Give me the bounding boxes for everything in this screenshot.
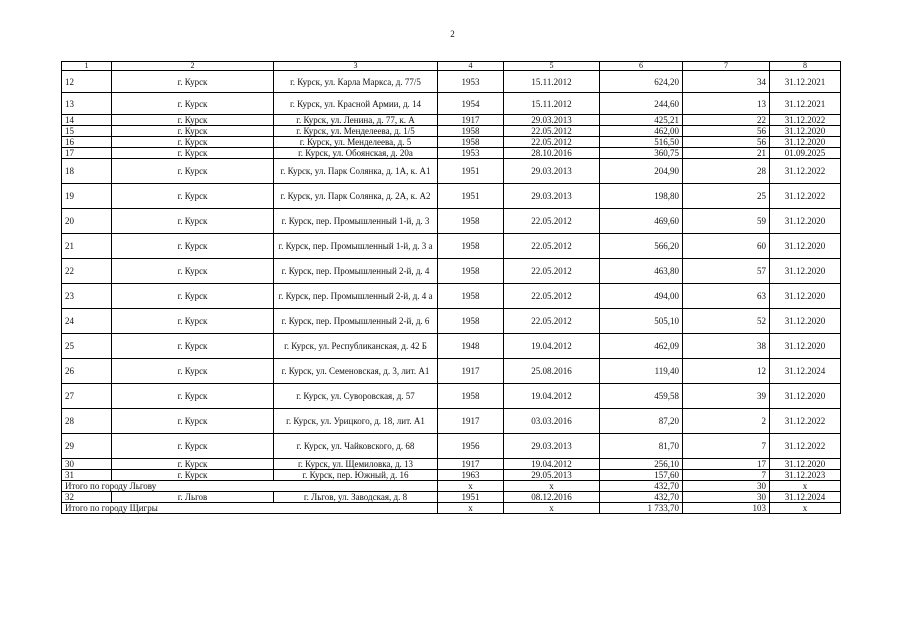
table-row [62,93,841,115]
year-cell: х [438,481,504,492]
table-row [62,209,841,234]
deadline-cell: 31.12.2022 [770,159,841,184]
date-cell: 19.04.2012 [504,384,600,409]
area-cell: 516,50 [600,137,683,148]
row-number: 22 [62,259,112,284]
address-cell: г. Курск, пер. Промышленный 2-й, д. 6 [274,309,438,334]
table-row [62,384,841,409]
address-cell: г. Курск, пер. Южный, д. 16 [274,470,438,481]
deadline-cell: 31.12.2020 [770,309,841,334]
deadline-cell: 01.09.2025 [770,148,841,159]
area-cell: 566,20 [600,234,683,259]
deadline-cell: 31.12.2020 [770,209,841,234]
city-cell: г. Курск [112,93,274,115]
count-cell: 25 [683,184,770,209]
count-cell: 56 [683,126,770,137]
year-cell: 1956 [438,434,504,459]
total-row [62,503,841,514]
row-number: 26 [62,359,112,384]
count-cell: 22 [683,115,770,126]
date-cell: х [504,481,600,492]
city-cell: г. Курск [112,309,274,334]
year-cell: 1954 [438,93,504,115]
area-cell: 425,21 [600,115,683,126]
count-cell: 30 [683,492,770,503]
city-cell: г. Курск [112,126,274,137]
count-cell: 57 [683,259,770,284]
deadline-cell: 31.12.2020 [770,259,841,284]
year-cell: 1958 [438,137,504,148]
address-cell: г. Курск, ул. Республиканская, д. 42 Б [274,334,438,359]
count-cell: 21 [683,148,770,159]
year-cell: 1958 [438,259,504,284]
row-number: 25 [62,334,112,359]
year-cell: 1951 [438,184,504,209]
date-cell: 29.03.2013 [504,434,600,459]
date-cell: 22.05.2012 [504,137,600,148]
deadline-cell: 31.12.2021 [770,71,841,93]
city-cell: г. Курск [112,115,274,126]
count-cell: 56 [683,137,770,148]
row-number: 18 [62,159,112,184]
address-cell: г. Курск, ул. Семеновская, д. 3, лит. А1 [274,359,438,384]
row-number: 32 [62,492,112,503]
deadline-cell: х [770,481,841,492]
count-cell: 60 [683,234,770,259]
address-cell: г. Курск, ул. Чайковского, д. 68 [274,434,438,459]
city-cell: г. Курск [112,334,274,359]
column-number: 4 [438,62,504,71]
total-label: Итого по городу Льгову [62,481,438,492]
area-cell: 204,90 [600,159,683,184]
date-cell: 28.10.2016 [504,148,600,159]
deadline-cell: 31.12.2020 [770,126,841,137]
count-cell: 17 [683,459,770,470]
city-cell: г. Льгов [112,492,274,503]
count-cell: 7 [683,470,770,481]
area-cell: 505,10 [600,309,683,334]
deadline-cell: 31.12.2023 [770,470,841,481]
count-cell: 63 [683,284,770,309]
count-cell: 12 [683,359,770,384]
year-cell: 1958 [438,284,504,309]
row-number: 30 [62,459,112,470]
address-cell: г. Курск, ул. Менделеева, д. 1/5 [274,126,438,137]
table-row [62,334,841,359]
column-number: 5 [504,62,600,71]
column-number: 7 [683,62,770,71]
deadline-cell: 31.12.2024 [770,492,841,503]
deadline-cell: х [770,503,841,514]
table-row [62,309,841,334]
area-cell: 119,40 [600,359,683,384]
address-cell: г. Льгов, ул. Заводская, д. 8 [274,492,438,503]
date-cell: 29.05.2013 [504,470,600,481]
year-cell: 1958 [438,384,504,409]
area-cell: 360,75 [600,148,683,159]
count-cell: 34 [683,71,770,93]
table-row [62,259,841,284]
count-cell: 103 [683,503,770,514]
total-label: Итого по городу Щигры [62,503,438,514]
address-cell: г. Курск, ул. Парк Солянка, д. 2А, к. А2 [274,184,438,209]
table-row [62,71,841,93]
deadline-cell: 31.12.2020 [770,384,841,409]
address-cell: г. Курск, пер. Промышленный 2-й, д. 4 [274,259,438,284]
deadline-cell: 31.12.2022 [770,434,841,459]
row-number: 29 [62,434,112,459]
column-number-row [62,62,841,71]
date-cell: 22.05.2012 [504,209,600,234]
table-row [62,284,841,309]
table-row [62,115,841,126]
address-cell: г. Курск, ул. Карла Маркса, д. 77/5 [274,71,438,93]
address-cell: г. Курск, ул. Красной Армии, д. 14 [274,93,438,115]
row-number: 12 [62,71,112,93]
table-row [62,126,841,137]
address-cell: г. Курск, ул. Урицкого, д. 18, лит. А1 [274,409,438,434]
date-cell: 22.05.2012 [504,234,600,259]
city-cell: г. Курск [112,434,274,459]
year-cell: 1953 [438,148,504,159]
date-cell: 08.12.2016 [504,492,600,503]
row-number: 20 [62,209,112,234]
deadline-cell: 31.12.2020 [770,234,841,259]
count-cell: 59 [683,209,770,234]
date-cell: 22.05.2012 [504,284,600,309]
area-cell: 432,70 [600,481,683,492]
area-cell: 1 733,70 [600,503,683,514]
table-row [62,409,841,434]
address-cell: г. Курск, ул. Менделеева, д. 5 [274,137,438,148]
area-cell: 494,00 [600,284,683,309]
row-number: 17 [62,148,112,159]
area-cell: 459,58 [600,384,683,409]
count-cell: 30 [683,481,770,492]
count-cell: 39 [683,384,770,409]
count-cell: 38 [683,334,770,359]
year-cell: 1963 [438,470,504,481]
city-cell: г. Курск [112,384,274,409]
year-cell: 1951 [438,159,504,184]
address-cell: г. Курск, пер. Промышленный 1-й, д. 3 а [274,234,438,259]
address-cell: г. Курск, пер. Промышленный 1-й, д. 3 [274,209,438,234]
city-cell: г. Курск [112,459,274,470]
row-number: 13 [62,93,112,115]
year-cell: 1948 [438,334,504,359]
date-cell: 22.05.2012 [504,309,600,334]
deadline-cell: 31.12.2020 [770,137,841,148]
deadline-cell: 31.12.2020 [770,334,841,359]
city-cell: г. Курск [112,159,274,184]
row-number: 27 [62,384,112,409]
date-cell: 19.04.2012 [504,459,600,470]
table-row [62,184,841,209]
table-row [62,359,841,384]
date-cell: 25.08.2016 [504,359,600,384]
address-cell: г. Курск, ул. Суворовская, д. 57 [274,384,438,409]
date-cell: 29.03.2013 [504,184,600,209]
date-cell: 15.11.2012 [504,71,600,93]
table-row [62,492,841,503]
table-row [62,159,841,184]
area-cell: 244,60 [600,93,683,115]
row-number: 16 [62,137,112,148]
column-number: 6 [600,62,683,71]
deadline-cell: 31.12.2022 [770,115,841,126]
date-cell: 22.05.2012 [504,126,600,137]
city-cell: г. Курск [112,470,274,481]
city-cell: г. Курск [112,409,274,434]
date-cell: 29.03.2013 [504,115,600,126]
count-cell: 28 [683,159,770,184]
address-cell: г. Курск, ул. Парк Солянка, д. 1А, к. А1 [274,159,438,184]
area-cell: 432,70 [600,492,683,503]
page-number: 2 [450,29,455,39]
count-cell: 2 [683,409,770,434]
column-number: 8 [770,62,841,71]
year-cell: 1917 [438,459,504,470]
table-row [62,470,841,481]
count-cell: 52 [683,309,770,334]
year-cell: 1958 [438,209,504,234]
column-number: 2 [112,62,274,71]
deadline-cell: 31.12.2021 [770,93,841,115]
address-cell: г. Курск, ул. Щемиловка, д. 13 [274,459,438,470]
table-row [62,148,841,159]
year-cell: 1917 [438,359,504,384]
date-cell: 15.11.2012 [504,93,600,115]
row-number: 15 [62,126,112,137]
deadline-cell: 31.12.2022 [770,184,841,209]
row-number: 19 [62,184,112,209]
total-row [62,481,841,492]
table-row [62,234,841,259]
area-cell: 198,80 [600,184,683,209]
year-cell: 1951 [438,492,504,503]
area-cell: 463,80 [600,259,683,284]
city-cell: г. Курск [112,184,274,209]
table-row [62,459,841,470]
row-number: 14 [62,115,112,126]
date-cell: 29.03.2013 [504,159,600,184]
row-number: 23 [62,284,112,309]
area-cell: 462,00 [600,126,683,137]
column-number: 3 [274,62,438,71]
city-cell: г. Курск [112,259,274,284]
deadline-cell: 31.12.2020 [770,459,841,470]
year-cell: 1953 [438,71,504,93]
area-cell: 81,70 [600,434,683,459]
city-cell: г. Курск [112,71,274,93]
address-cell: г. Курск, ул. Ленина, д. 77, к. А [274,115,438,126]
city-cell: г. Курск [112,137,274,148]
row-number: 28 [62,409,112,434]
year-cell: 1958 [438,309,504,334]
deadline-cell: 31.12.2020 [770,284,841,309]
address-cell: г. Курск, ул. Обоянская, д. 20а [274,148,438,159]
date-cell: 19.04.2012 [504,334,600,359]
area-cell: 462,09 [600,334,683,359]
area-cell: 87,20 [600,409,683,434]
area-cell: 157,60 [600,470,683,481]
count-cell: 13 [683,93,770,115]
area-cell: 256,10 [600,459,683,470]
city-cell: г. Курск [112,234,274,259]
count-cell: 7 [683,434,770,459]
area-cell: 624,20 [600,71,683,93]
city-cell: г. Курск [112,359,274,384]
row-number: 31 [62,470,112,481]
year-cell: х [438,503,504,514]
table-row [62,137,841,148]
table-row [62,434,841,459]
row-number: 24 [62,309,112,334]
column-number: 1 [62,62,112,71]
date-cell: 03.03.2016 [504,409,600,434]
city-cell: г. Курск [112,209,274,234]
date-cell: 22.05.2012 [504,259,600,284]
year-cell: 1958 [438,234,504,259]
year-cell: 1917 [438,409,504,434]
housing-table [61,61,841,514]
row-number: 21 [62,234,112,259]
year-cell: 1958 [438,126,504,137]
deadline-cell: 31.12.2022 [770,409,841,434]
city-cell: г. Курск [112,284,274,309]
area-cell: 469,60 [600,209,683,234]
deadline-cell: 31.12.2024 [770,359,841,384]
address-cell: г. Курск, пер. Промышленный 2-й, д. 4 а [274,284,438,309]
date-cell: х [504,503,600,514]
city-cell: г. Курск [112,148,274,159]
year-cell: 1917 [438,115,504,126]
